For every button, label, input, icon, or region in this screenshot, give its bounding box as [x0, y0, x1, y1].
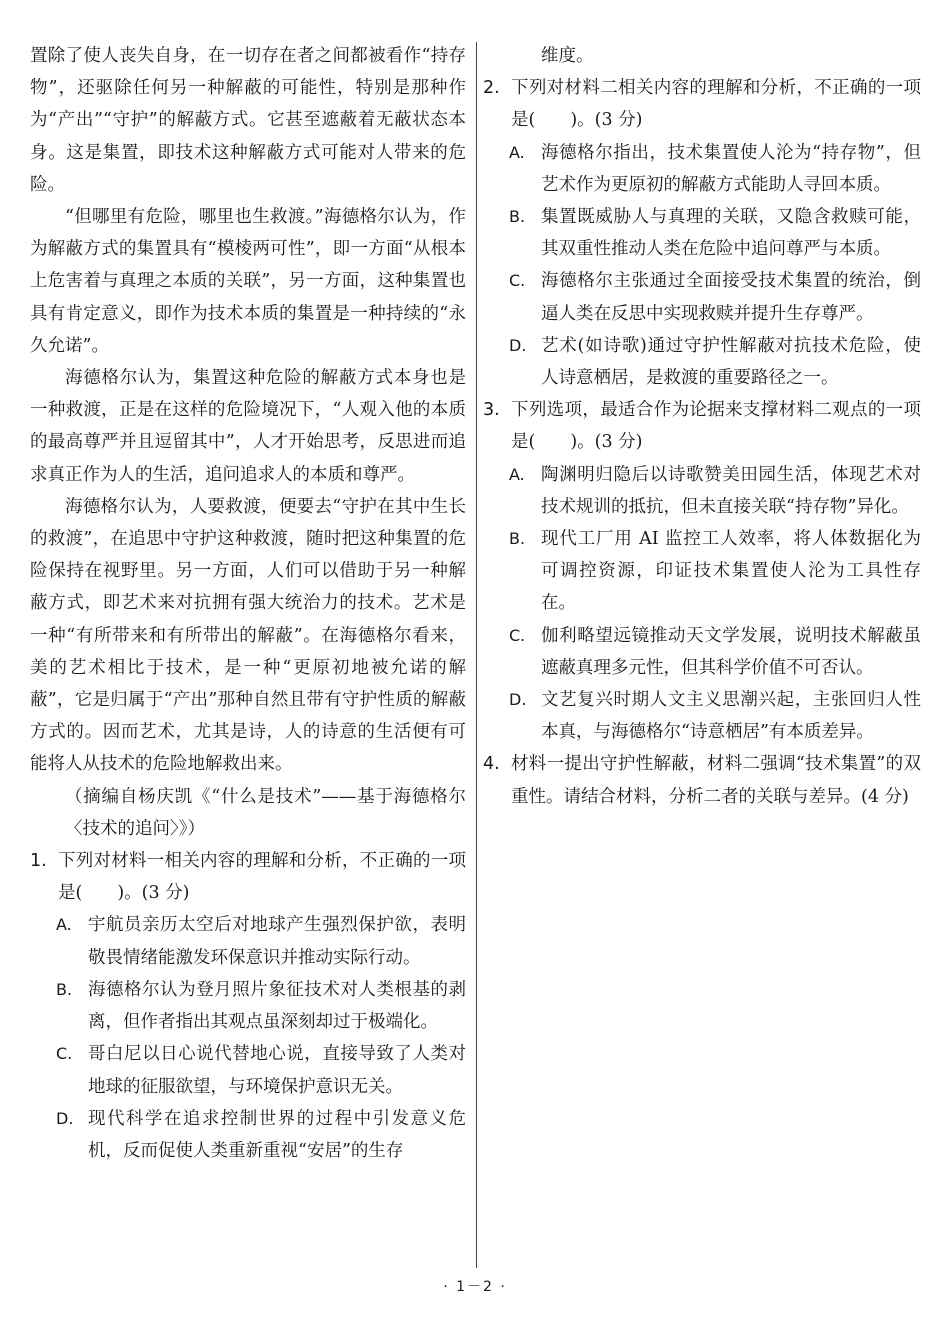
- option-text: 海德格尔指出，技术集置使人沦为“持存物”，但艺术作为更原初的解蔽方式能助人寻回本质。: [541, 142, 921, 195]
- option-letter: D.: [509, 335, 527, 355]
- option-text: 现代科学在追求控制世界的过程中引发意义危机，反而促使人类重新重视“安居”的生存: [88, 1108, 466, 1161]
- option-d: [483, 684, 921, 748]
- passage-paragraph-4: 海德格尔认为，人要救渡，便要去“守护在其中生长的救渡”，在追思中守护这种救渡，随时把这种集置的危险保持在视野里。另一方面，人们可以借助于另一种解蔽方式，即艺术来对抗拥有强大统治力的技术。艺术是一种“有所带来和有所带出的解蔽”。在海德格尔看来，美的艺术相比于技术，是一种“更原初地被允诺的解蔽”，它是归属于“产出”那种自然且带有守护性质的解蔽方式的。因而艺术，尤其是诗，人的诗意的生活便有可能将人从技术的危险地解救出来。: [30, 496, 466, 775]
- page-number: · 1－2 ·: [443, 1279, 507, 1295]
- question-1: [30, 845, 466, 1167]
- question-number: 1.: [30, 851, 47, 872]
- option-text: 海德格尔认为登月照片象征技术对人类根基的剥离，但作者指出其观点虽深刻却过于极端化。: [88, 979, 466, 1033]
- option-text: 艺术(如诗歌)通过守护性解蔽对抗技术危险，使人诗意栖居，是救渡的重要路径之一。: [541, 335, 921, 389]
- option-letter: C.: [509, 271, 526, 291]
- option-letter: C.: [56, 1044, 73, 1064]
- option-letter: D.: [56, 1108, 74, 1128]
- option-b: [483, 201, 921, 265]
- question-stem: 下列对材料二相关内容的理解和分析，不正确的一项是( )。(3 分): [511, 78, 921, 131]
- option-text: 宇航员亲历太空后对地球产生强烈保护欲，表明敬畏情绪能激发环保意识并推动实际行动。: [88, 915, 466, 968]
- option-text: 海德格尔主张通过全面接受技术集置的统治，倒逼人类在反思中实现救赎并提升生存尊严。: [541, 271, 921, 324]
- question-stem: 下列选项，最适合作为论据来支撑材料二观点的一项是( )。(3 分): [511, 400, 921, 453]
- option-a: [483, 459, 921, 523]
- passage-paragraph-2: “但哪里有危险，哪里也生救渡。”海德格尔认为，作为解蔽方式的集置具有“模棱两可性”，即一方面“从根本上危害着与真理之本质的关联”，另一方面，这种集置也具有肯定意义，即作为技术本质的集置是一种持续的“永久允诺”。: [30, 207, 466, 356]
- option-c: [483, 620, 921, 684]
- column-divider: [476, 42, 477, 1268]
- option-letter: A.: [509, 142, 525, 162]
- source-citation: （摘编自杨庆凯《“什么是技术”——基于海德格尔〈技术的追问〉》）: [65, 786, 466, 839]
- option-b: [30, 974, 466, 1038]
- right-column: [483, 40, 921, 813]
- option-d: [30, 1103, 466, 1167]
- option-letter: B.: [56, 979, 73, 999]
- question-4: [483, 748, 921, 812]
- option-c: [30, 1038, 466, 1102]
- option-a: [30, 909, 466, 973]
- question-stem: 材料一提出守护性解蔽，材料二强调“技术集置”的双重性。请结合材料，分析二者的关联与差异。(4 分): [511, 754, 921, 807]
- option-letter: B.: [509, 207, 526, 227]
- option-a: [483, 137, 921, 201]
- question-3: [483, 394, 921, 748]
- option-text: 现代工厂用 AI 监控工人效率，将人体数据化为可调控资源，印证技术集置使人沦为工具性存在。: [541, 529, 921, 614]
- option-d-continuation: 维度。: [541, 46, 594, 66]
- question-2: [483, 72, 921, 394]
- option-letter: B.: [509, 529, 526, 549]
- question-number: 4.: [483, 754, 500, 775]
- left-column: [30, 40, 466, 1167]
- question-number: 3.: [483, 400, 500, 421]
- option-c: [483, 265, 921, 329]
- option-text: 陶渊明归隐后以诗歌赞美田园生活，体现艺术对技术规训的抵抗，但未直接关联“持存物”异化。: [541, 464, 921, 517]
- option-text: 集置既威胁人与真理的关联，又隐含救赎可能，其双重性推动人类在危险中追问尊严与本质。: [541, 207, 921, 260]
- option-letter: A.: [509, 464, 525, 484]
- option-text: 伽利略望远镜推动天文学发展，说明技术解蔽虽遮蔽真理多元性，但其科学价值不可否认。: [541, 625, 921, 678]
- passage-paragraph-1: 置除了使人丧失自身，在一切存在者之间都被看作“持存物”，还驱除任何另一种解蔽的可能性，特别是那种作为“产出”“守护”的解蔽方式。它甚至遮蔽着无蔽状态本身。这是集置，即技术这种解蔽方式可能对人带来的危险。: [30, 46, 466, 195]
- passage-paragraph-3: 海德格尔认为，集置这种危险的解蔽方式本身也是一种救渡，正是在这样的危险境况下，“人观入他的本质的最高尊严并且逗留其中”，人才开始思考，反思进而追求真正作为人的生活，追问追求人的本质和尊严。: [30, 368, 466, 485]
- option-text: 哥白尼以日心说代替地心说，直接导致了人类对地球的征服欲望，与环境保护意识无关。: [88, 1044, 466, 1097]
- option-letter: A.: [56, 915, 72, 935]
- option-letter: C.: [509, 625, 526, 645]
- option-text: 文艺复兴时期人文主义思潮兴起，主张回归人性本真，与海德格尔“诗意栖居”有本质差异。: [541, 690, 921, 743]
- question-stem: 下列对材料一相关内容的理解和分析，不正确的一项是( )。(3 分): [58, 851, 466, 904]
- option-b: [483, 523, 921, 620]
- option-letter: D.: [509, 690, 527, 710]
- option-d: [483, 330, 921, 394]
- question-number: 2.: [483, 78, 500, 99]
